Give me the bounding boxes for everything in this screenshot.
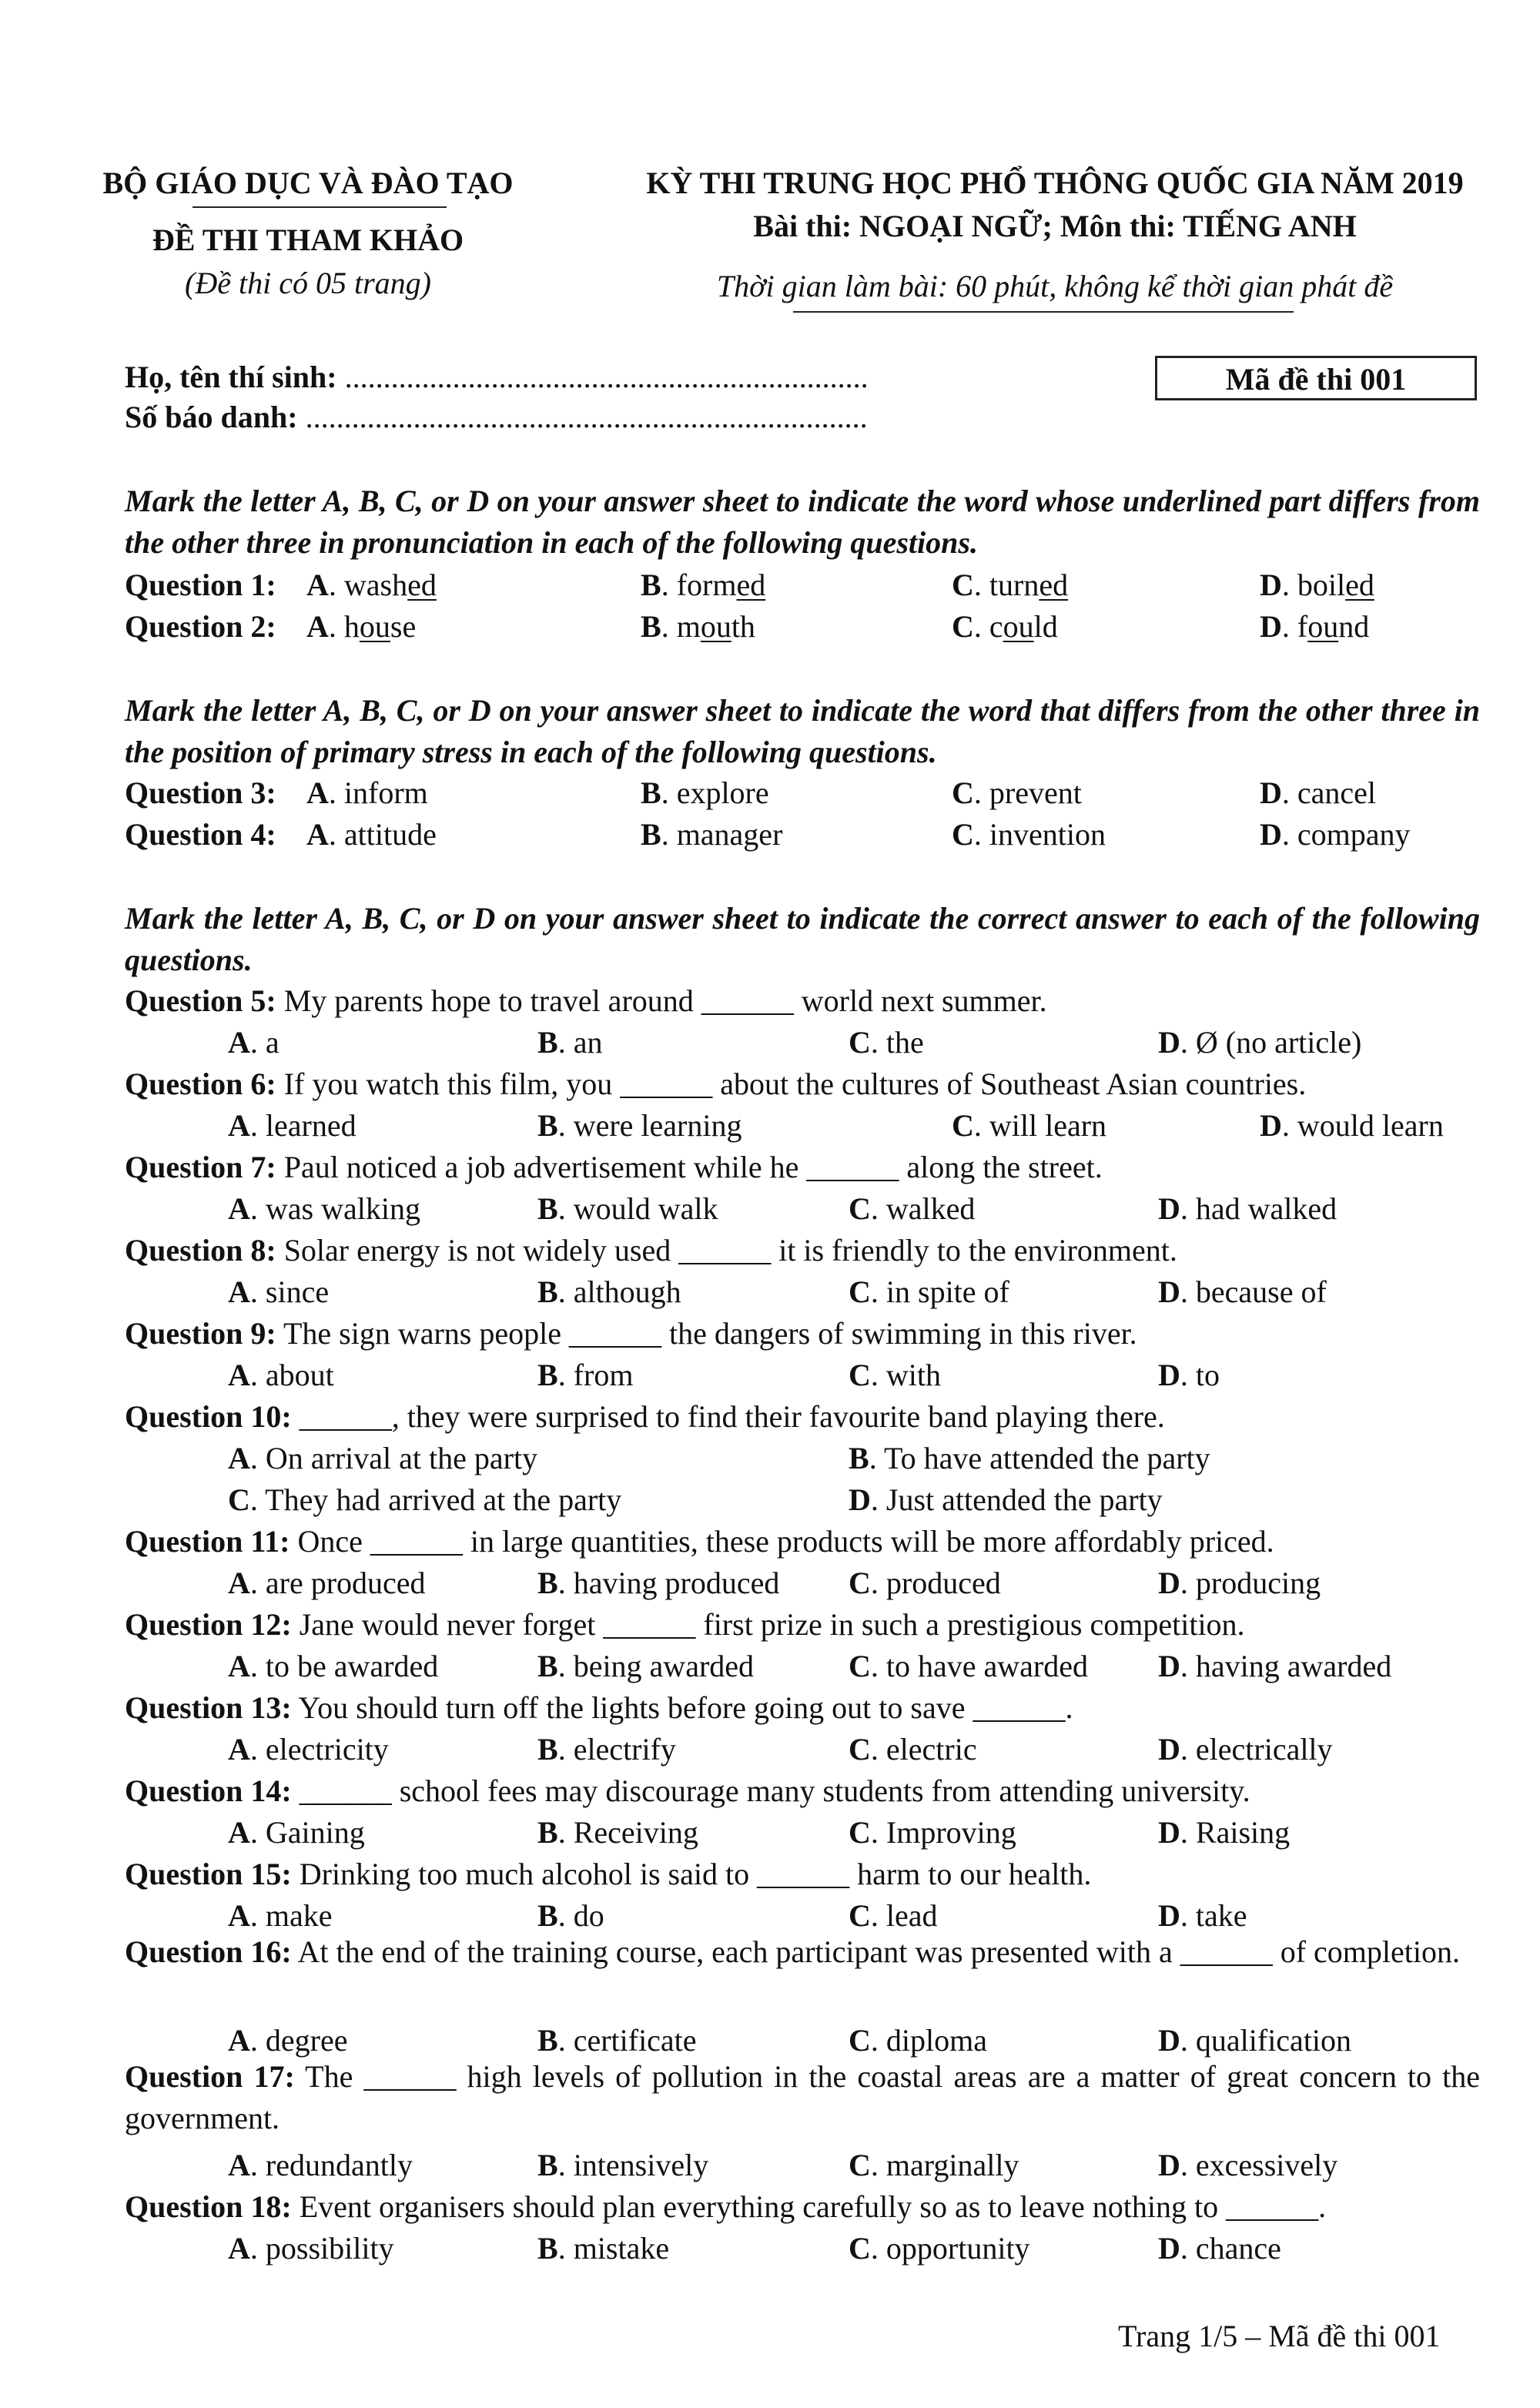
q8-option-a: A. since [228,1274,330,1309]
q16-stem: Question 16: At the end of the training course, each participant was presented with a ______ of completion. [125,1934,1461,1969]
q5-option-d: D. Ø (no article) [1158,1025,1362,1060]
q14-option-a: A. Gaining [228,1815,365,1850]
q4-option-d: D. company [1260,817,1411,852]
q18-option-d: D. chance [1158,2231,1281,2266]
q1-option-c: C. turned [952,568,1069,602]
q6-stem: Question 6: If you watch this film, you ______ about the cultures of Southeast Asian countries. [125,1067,1307,1101]
q14-option-d: D. Raising [1158,1815,1291,1850]
q7-option-a: A. was walking [228,1191,420,1226]
q17-option-b: B. intensively [537,2148,709,2182]
ministry-name: BỘ GIÁO DỤC VÀ ĐÀO TẠO [102,166,514,200]
exam-type: ĐỀ THI THAM KHẢO [152,223,464,257]
q10-option-d: D. Just attended the party [849,1482,1163,1517]
candidate-id-dots: ......................................................................... [305,400,868,434]
q7-option-c: C. walked [849,1191,976,1226]
q18-option-b: B. mistake [537,2231,670,2266]
q17-option-c: C. marginally [849,2148,1019,2182]
q18-stem: Question 18: Event organisers should plan everything carefully so as to leave nothing to ______. [125,2189,1327,2224]
q18-option-c: C. opportunity [849,2231,1030,2266]
q17-option-a: A. redundantly [228,2148,413,2182]
q12-option-b: B. being awarded [537,1649,755,1683]
q8-option-b: B. although [537,1274,681,1309]
header-rule-left [192,206,447,208]
subject-line: Bài thi: NGOẠI NGỮ; Môn thi: TIẾNG ANH [753,209,1357,243]
q6-option-d: D. would learn [1260,1108,1444,1143]
q16-option-c: C. diploma [849,2023,987,2058]
q11-option-c: C. produced [849,1566,1001,1600]
q6-option-a: A. learned [228,1108,357,1143]
q9-stem: Question 9: The sign warns people ______ the dangers of swimming in this river. [125,1316,1137,1351]
candidate-name-label: Họ, tên thí sinh: [125,360,345,394]
q11-stem: Question 11: Once ______ in large quantities, these products will be more affordably priced. [125,1524,1274,1559]
q13-option-b: B. electrify [537,1732,676,1767]
q5-option-b: B. an [537,1025,603,1060]
q7-option-d: D. had walked [1158,1191,1337,1226]
q7-option-b: B. would walk [537,1191,718,1226]
q14-option-c: C. Improving [849,1815,1016,1850]
q4-option-a: A. attitude [306,817,437,852]
exam-code-box [1155,356,1477,400]
q8-option-d: D. because of [1158,1274,1327,1309]
q2-option-c: C. could [952,609,1058,644]
q5-option-c: C. the [849,1025,924,1060]
section3-instruction: Mark the letter A, B, C, or D on your answer sheet to indicate the correct answer to each of the following questions. [125,901,1480,977]
q15-option-b: B. do [537,1898,604,1933]
candidate-id-label: Số báo danh: [125,400,306,434]
q17-stem: Question 17: The ______ high levels of pollution in the coastal areas are a matter of great concern to the government. [125,2059,1480,2135]
q14-option-b: B. Receiving [537,1815,698,1850]
header-rule-right [793,311,1294,313]
candidate-id-line [125,402,868,433]
q7-stem: Question 7: Paul noticed a job advertisement while he ______ along the street. [125,1150,1103,1184]
q4-label: Question 4: [125,817,276,852]
q3-option-c: C. prevent [952,775,1082,810]
q17-option-d: D. excessively [1158,2148,1338,2182]
time-note: Thời gian làm bài: 60 phút, không kể thời gian phát đề [716,269,1394,303]
q5-stem: Question 5: My parents hope to travel around ______ world next summer. [125,983,1047,1018]
q18-option-a: A. possibility [228,2231,394,2266]
q9-option-a: A. about [228,1358,334,1392]
candidate-name-dots: .................................................................... [344,360,869,394]
q2-option-d: D. found [1260,609,1370,644]
q15-stem: Question 15: Drinking too much alcohol is said to ______ harm to our health. [125,1857,1092,1891]
q3-option-d: D. cancel [1260,775,1377,810]
q3-label: Question 3: [125,775,276,810]
q4-option-c: C. invention [952,817,1106,852]
q10-option-a: A. On arrival at the party [228,1441,538,1475]
q1-option-a: A. washed [306,568,437,602]
q10-option-c: C. They had arrived at the party [228,1482,622,1517]
q1-option-b: B. formed [641,568,766,602]
q5-option-a: A. a [228,1025,280,1060]
q10-option-b: B. To have attended the party [849,1441,1210,1475]
q12-option-d: D. having awarded [1158,1649,1392,1683]
q12-stem: Question 12: Jane would never forget ______ first prize in such a prestigious competition. [125,1607,1245,1642]
q6-option-c: C. will learn [952,1108,1107,1143]
q13-option-a: A. electricity [228,1732,389,1767]
section1-instruction: Mark the letter A, B, C, or D on your answer sheet to indicate the word whose underlined part differs from the other three in pronunciation in each of the following questions. [125,484,1480,560]
q2-option-b: B. mouth [641,609,755,644]
q11-option-a: A. are produced [228,1566,426,1600]
q1-option-d: D. boiled [1260,568,1374,602]
q11-option-d: D. producing [1158,1566,1321,1600]
q3-option-a: A. inform [306,775,428,810]
q13-stem: Question 13: You should turn off the lights before going out to save ______. [125,1690,1073,1725]
q3-option-b: B. explore [641,775,769,810]
q2-label: Question 2: [125,609,276,644]
q15-option-c: C. lead [849,1898,938,1933]
q15-option-a: A. make [228,1898,333,1933]
page-footer: Trang 1/5 – Mã đề thi 001 [1118,2319,1441,2353]
exam-code: Mã đề thi 001 [1225,362,1407,397]
q8-option-c: C. in spite of [849,1274,1009,1309]
q1-label: Question 1: [125,568,276,602]
q15-option-d: D. take [1158,1898,1247,1933]
q12-option-a: A. to be awarded [228,1649,439,1683]
q8-stem: Question 8: Solar energy is not widely used ______ it is friendly to the environment. [125,1233,1177,1268]
q9-option-d: D. to [1158,1358,1220,1392]
q14-stem: Question 14: ______ school fees may discourage many students from attending university. [125,1773,1250,1808]
page-count-note: (Đề thi có 05 trang) [185,266,431,300]
q9-option-b: B. from [537,1358,634,1392]
q9-option-c: C. with [849,1358,942,1392]
q12-option-c: C. to have awarded [849,1649,1088,1683]
q13-option-d: D. electrically [1158,1732,1333,1767]
q6-option-b: B. were learning [537,1108,742,1143]
q16-option-b: B. certificate [537,2023,697,2058]
q2-option-a: A. house [306,609,417,644]
q10-stem: Question 10: ______, they were surprised to find their favourite band playing there. [125,1399,1165,1434]
exam-title: KỲ THI TRUNG HỌC PHỔ THÔNG QUỐC GIA NĂM 2019 [646,166,1464,200]
q16-option-a: A. degree [228,2023,348,2058]
q13-option-c: C. electric [849,1732,977,1767]
section2-instruction: Mark the letter A, B, C, or D on your answer sheet to indicate the word that differs from the other three in the position of primary stress in each of the following questions. [125,693,1480,769]
q16-option-d: D. qualification [1158,2023,1352,2058]
q4-option-b: B. manager [641,817,783,852]
q11-option-b: B. having produced [537,1566,780,1600]
candidate-name-line [125,362,869,393]
